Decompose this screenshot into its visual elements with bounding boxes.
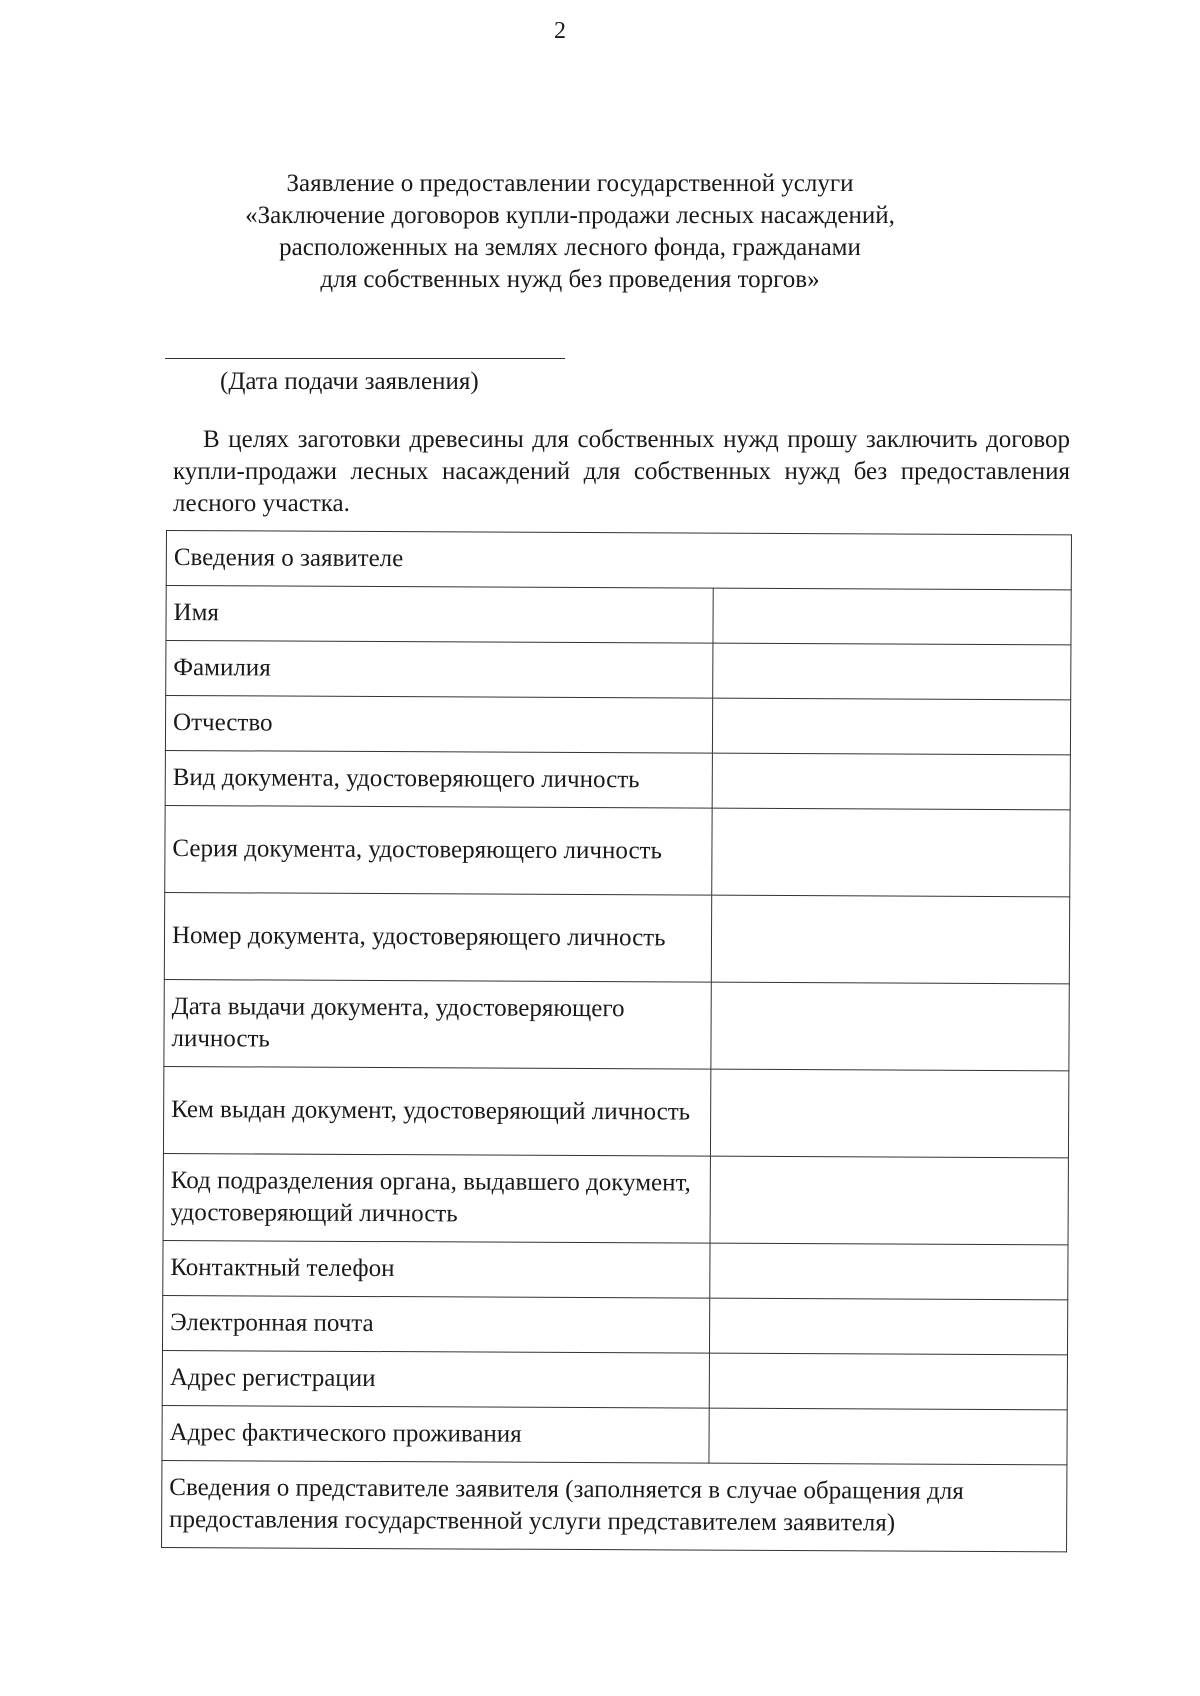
table-row: [164, 892, 1069, 983]
table-row: [162, 1405, 1067, 1464]
field-label: Код подразделения органа, выдавшего документ, удостоверяющий личность: [163, 1153, 711, 1243]
field-value-cell[interactable]: [709, 1408, 1067, 1465]
field-label: Номер документа, удостоверяющего личность: [164, 892, 712, 982]
field-label: Отчество: [165, 696, 713, 754]
section-applicant-heading: Сведения о заявителе: [166, 531, 1071, 590]
document-title: [170, 168, 970, 296]
table-row: [165, 696, 1070, 755]
date-caption: (Дата подачи заявления): [220, 368, 479, 395]
title-line: «Заключение договоров купли-продажи лесных насаждений,: [245, 202, 895, 229]
table-row: [164, 979, 1069, 1070]
field-label: Адрес регистрации: [162, 1350, 710, 1408]
field-value-cell[interactable]: [710, 1298, 1068, 1355]
table-row: [163, 1240, 1068, 1299]
field-label: Адрес фактического проживания: [162, 1405, 710, 1463]
table-row: [166, 586, 1071, 645]
field-label: Электронная почта: [162, 1295, 710, 1353]
field-label: Фамилия: [166, 641, 714, 699]
date-blank-line[interactable]: [165, 358, 565, 359]
field-value-cell[interactable]: [711, 1156, 1069, 1245]
table-row: [162, 1295, 1067, 1354]
intro-paragraph: В целях заготовки древесины для собственных нужд прошу заключить договор купли-продажи лесных насаждений для собственных нужд без предоставления лесного участка.: [173, 426, 1070, 517]
field-value-cell[interactable]: [713, 588, 1071, 645]
field-label: Контактный телефон: [163, 1240, 711, 1298]
applicant-form-table: [161, 530, 1072, 1552]
field-value-cell[interactable]: [712, 808, 1070, 897]
field-value-cell[interactable]: [713, 698, 1071, 755]
field-label: Имя: [166, 586, 714, 644]
field-value-cell[interactable]: [710, 1353, 1068, 1410]
field-value-cell[interactable]: [712, 895, 1070, 984]
title-line: для собственных нужд без проведения торгов»: [320, 266, 820, 293]
section-header-row: [166, 531, 1071, 590]
table-row: [165, 805, 1070, 896]
section-representative-heading: Сведения о представителе заявителя (заполняется в случае обращения для предоставления государственной услуги представителем заявителя): [162, 1460, 1067, 1551]
field-value-cell[interactable]: [713, 643, 1071, 700]
field-value-cell[interactable]: [711, 1069, 1069, 1158]
title-line: Заявление о предоставлении государственной услуги: [286, 170, 854, 197]
section-header-row: [162, 1460, 1067, 1551]
table-row: [163, 1153, 1068, 1244]
title-line: расположенных на землях лесного фонда, гражданами: [279, 234, 861, 261]
field-label: Дата выдачи документа, удостоверяющего личность: [164, 979, 712, 1069]
table-row: [162, 1350, 1067, 1409]
table-row: [166, 641, 1071, 700]
field-value-cell[interactable]: [711, 982, 1069, 1071]
field-label: Вид документа, удостоверяющего личность: [165, 750, 713, 808]
field-value-cell[interactable]: [713, 753, 1071, 810]
table-row: [163, 1066, 1068, 1157]
field-value-cell[interactable]: [710, 1243, 1068, 1300]
page-number: 2: [554, 18, 566, 44]
table-row: [165, 750, 1070, 809]
field-label: Кем выдан документ, удостоверяющий личность: [163, 1066, 711, 1156]
field-label: Серия документа, удостоверяющего личность: [165, 805, 713, 895]
